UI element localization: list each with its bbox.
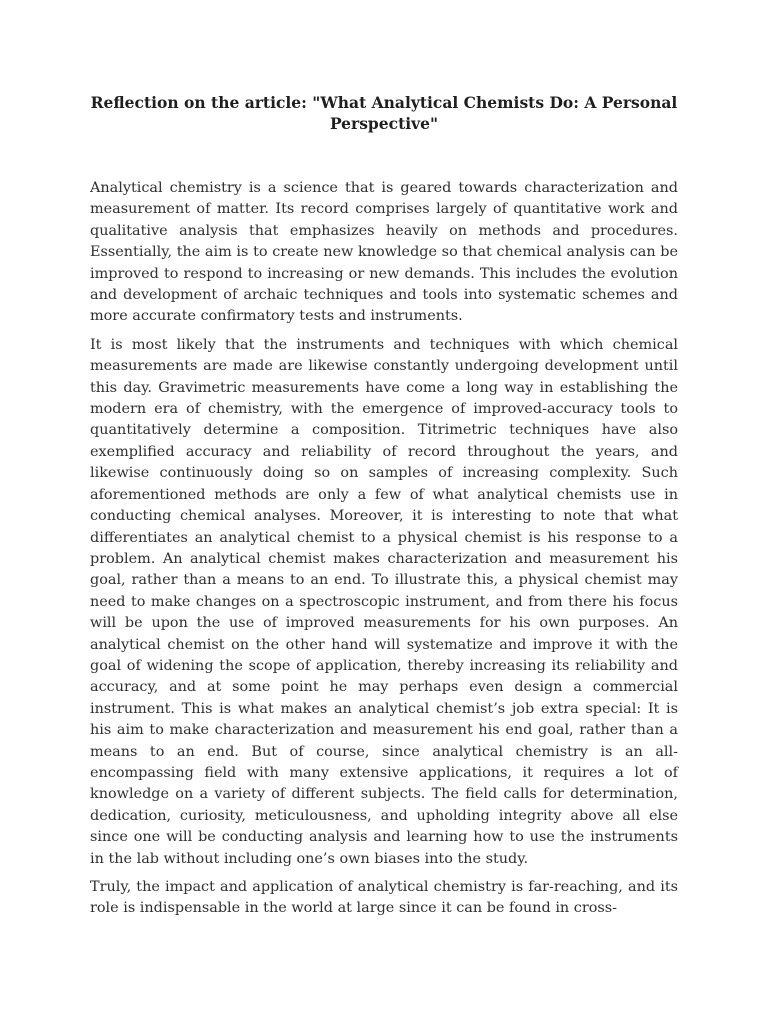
paragraph-impact: Truly, the impact and application of analytical chemistry is far-reaching, and its role is indispensable in the world at large since it can be found in cross- bbox=[90, 879, 678, 917]
document-title: Reflection on the article: "What Analytical Chemists Do: A Personal Perspective" bbox=[90, 93, 678, 133]
document-body bbox=[90, 178, 678, 927]
paragraph-intro: Analytical chemistry is a science that is geared towards characterization and measurement of matter. Its record comprises largely of quantitative work and qualitative analysis that emphasizes heavily on methods and procedures. Essentially, the aim is to create new knowledge so that chemical analysis can be improved to respond to increasing or new demands. This includes the evolution and development of archaic techniques and tools into systematic schemes and more accurate confirmatory tests and instruments. bbox=[90, 180, 678, 325]
paragraph-methods: It is most likely that the instruments and techniques with which chemical measurements are made are likewise constantly undergoing development until this day. Gravimetric measurements have come a long way in establishing the modern era of chemistry, with the emergence of improved-accuracy tools to quantitatively determine a composition. Titrimetric techniques have also exemplified accuracy and reliability of record throughout the years, and likewise continuously doing so on samples of increasing complexity. Such aforementioned methods are only a few of what analytical chemists use in conducting chemical analyses. Moreover, it is interesting to note that what differentiates an analytical chemist to a physical chemist is his response to a problem. An analytical chemist makes characterization and measurement his goal, rather than a means to an end. To illustrate this, a physical chemist may need to make changes on a spectroscopic instrument, and from there his focus will be upon the use of improved measurements for his own purposes. An analytical chemist on the other hand will systematize and improve it with the goal of widening the scope of application, thereby increasing its reliability and accuracy, and at some point he may perhaps even design a commercial instrument. This is what makes an analytical chemist’s job extra special: It is his aim to make characterization and measurement his end goal, rather than a means to an end. But of course, since analytical chemistry is an all-encompassing field with many extensive applications, it requires a lot of knowledge on a variety of different subjects. The field calls for determination, dedication, curiosity, meticulousness, and upholding integrity above all else since one will be conducting analysis and learning how to use the instruments in the lab without including one’s own biases into the study. bbox=[90, 336, 678, 867]
